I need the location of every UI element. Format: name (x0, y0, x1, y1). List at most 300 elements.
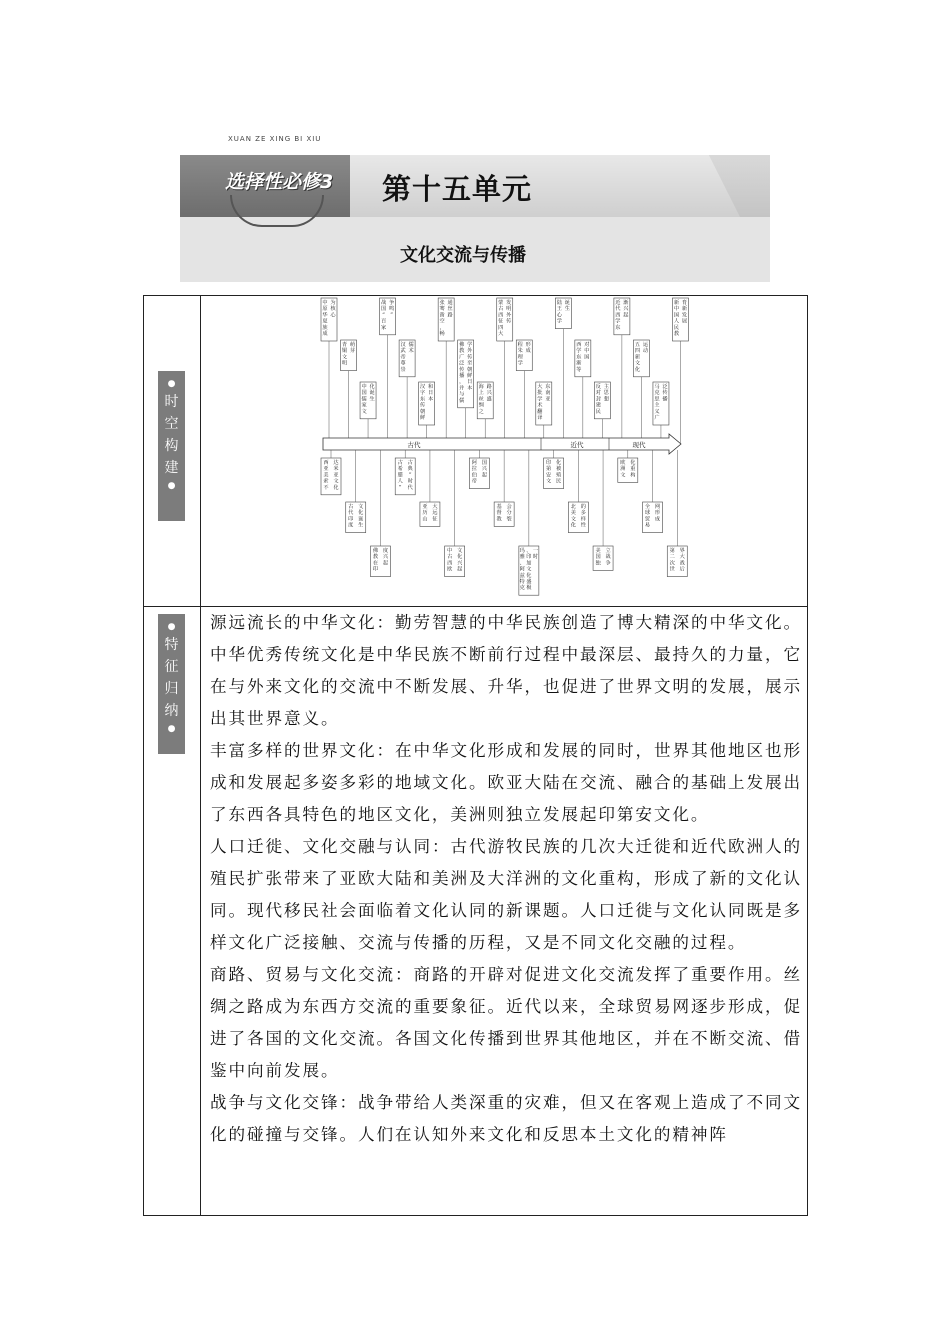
timeline-char: 东 (576, 354, 582, 361)
timeline-char: 克 (519, 585, 525, 592)
timeline-char: 近 (615, 300, 621, 306)
timeline-char: 形 (525, 342, 531, 348)
timeline-char: 化 (358, 510, 364, 517)
timeline-char: 西 (615, 312, 621, 319)
timeline-char: 外 (467, 348, 473, 355)
timeline-char: 对 (584, 342, 590, 348)
timeline-char: 裂 (506, 516, 512, 523)
unit-title: 第十五单元 (382, 172, 533, 206)
timeline-char: 发 (681, 312, 688, 319)
timeline-char: 新 (634, 354, 641, 361)
timeline-char: 主 (603, 384, 609, 390)
timeline-char: 印 (526, 554, 532, 561)
timeline-char: 西 (576, 342, 582, 348)
timeline-char: 国 (361, 390, 367, 397)
timeline-char: 新 (673, 300, 680, 306)
timeline-char: 化 (634, 366, 641, 373)
timeline-char: 阿 (471, 460, 478, 466)
timeline-char: 汉 (400, 342, 406, 348)
timeline-char: 播 (662, 396, 668, 403)
timeline-char: 大 (679, 554, 685, 561)
timeline-char: 华 (322, 312, 328, 319)
timeline-char: “ (382, 312, 385, 319)
timeline-char: 历 (422, 510, 428, 517)
timeline-char: 希 (397, 466, 403, 473)
timeline-char: 之 (478, 408, 484, 415)
timeline-char: 术 (537, 402, 543, 409)
timeline-char: 生 (369, 396, 375, 403)
unit-banner (180, 135, 770, 282)
timeline-char: 典 (407, 466, 413, 473)
timeline-char: 在 (372, 560, 379, 567)
timeline-char: 佛 (372, 548, 379, 554)
timeline-char: 代 (407, 484, 413, 491)
timeline-figure (319, 296, 694, 601)
timeline-char: 外 (506, 312, 512, 319)
series-label: 选择性必修3 (225, 171, 334, 193)
timeline-char: 封 (595, 396, 601, 403)
timeline-char: 亚 (422, 504, 428, 510)
timeline-char: 达 (333, 460, 339, 466)
timeline-char: 、 (526, 548, 532, 554)
timeline-char: 百 (380, 318, 387, 325)
timeline-char: 传 (459, 366, 465, 373)
timeline-char: 广 (459, 354, 465, 361)
timeline-char: 特 (519, 579, 525, 585)
timeline-char: ” (408, 472, 412, 479)
timeline-char: 蒙 (498, 300, 504, 306)
timeline-char: 被 (555, 466, 562, 473)
timeline-char: ” (390, 312, 393, 319)
timeline-char: 想 (603, 396, 609, 403)
timeline-char: 为 (330, 300, 336, 306)
timeline-char: 路 (447, 312, 453, 319)
timeline-char: 性 (580, 522, 586, 529)
timeline-char: 族 (322, 324, 328, 331)
timeline-char: 拉 (471, 466, 478, 473)
timeline-char: 国 (595, 554, 601, 561)
timeline-char: 尊 (400, 360, 406, 367)
timeline-char: 等 (576, 366, 582, 373)
timeline-char: 古 (348, 504, 354, 510)
timeline-char: 腊 (397, 472, 403, 479)
timeline-char: 渐 (576, 360, 582, 367)
timeline-char: 文 (545, 478, 552, 485)
timeline-char: 渐 (623, 300, 629, 306)
paragraph: 战争与文化交锋：战争带给人类深重的灾难，但又在客观上造成了不同文化的碰撞与交锋。人们在认知外来文化和反思本土文化的精神阵 (210, 1093, 802, 1144)
timeline-char: 文 (457, 548, 463, 554)
timeline-char: 亚 (333, 472, 339, 479)
row-label-char: 建 (164, 460, 179, 476)
paragraph: 人口迁徙、文化交融与认同：古代游牧民族的几次大迁徙和近代欧洲人的殖民扩张带来了亚欧大陆和美洲及大洋洲的文化重构，形成了新的文化认同。现代移民社会面临着文化认同的新课题。人口迁徙与文化认同既是多样文化广泛接触、交流与传播的历程，又是不同文化交融的过程。 (210, 837, 802, 952)
timeline-char: 不 (323, 484, 329, 491)
timeline-char: 传 (506, 318, 512, 325)
series-arc-text: XUAN ZE XING BI XIU (228, 135, 322, 143)
timeline-char: 世 (669, 566, 675, 573)
era-label: 古代 (407, 441, 421, 449)
timeline-char: 诞 (369, 390, 375, 397)
timeline-char: 东 (420, 396, 426, 403)
paragraph: 源远流长的中华文化：勤劳智慧的中华民族创造了博大精深的中华文化。中华优秀传统文化是中华民族不断前行过程中最深层、最持久的力量，它在与外来文化的交流中不断发展、升华，也促进了世界文明的发展，展示出其世界意义。 (210, 613, 802, 728)
timeline-char: 第 (669, 548, 675, 554)
timeline-char: 生 (564, 306, 570, 313)
timeline-char: 安 (545, 472, 552, 479)
timeline-char: 心 (330, 312, 336, 319)
feature-summary (210, 607, 802, 1151)
row-label-char: 特 (164, 637, 179, 653)
timeline-char: 本 (428, 396, 434, 403)
timeline-char: 丝 (478, 396, 484, 403)
timeline-char: 学 (576, 348, 582, 355)
timeline-char: 古 (498, 306, 504, 313)
timeline-char: 度 (382, 548, 389, 554)
timeline-char: 广 (654, 415, 660, 421)
timeline-char: 亚 (545, 396, 551, 403)
timeline-char: 生 (358, 522, 364, 529)
timeline-char: 传 (662, 390, 668, 397)
timeline-char: 界 (679, 548, 685, 554)
timeline-char: 学 (467, 342, 473, 348)
timeline-char: 通 (447, 300, 453, 306)
timeline-char: 全 (644, 504, 651, 510)
timeline-char: 畅 (439, 331, 445, 337)
timeline-char: 人 (397, 478, 403, 485)
timeline-char: 兴 (457, 560, 463, 567)
timeline-char: 鲜 (467, 373, 473, 379)
paragraph: 商路、贸易与文化交流：商路的开辟对促进文化交流发挥了重要作用。丝绸之路成为东西方交流的重要象征。近代以来，全球贸易网逐步形成，促进了各国的文化交流。各国文化传播到世界其他地区，并在不断交流、借鉴中向前发展。 (210, 965, 802, 1080)
timeline-char: 教 (673, 331, 680, 337)
bullet-icon: ● (167, 481, 176, 491)
timeline-char: 帝 (400, 354, 406, 361)
timeline-char: 化 (630, 460, 636, 466)
timeline-char: 东 (615, 324, 621, 331)
timeline-char: 时 (532, 554, 539, 561)
timeline-char: 运 (642, 342, 649, 348)
timeline-char: 美 (323, 472, 329, 479)
timeline-char: 古 (407, 460, 413, 466)
timeline-char: 中 (361, 384, 367, 390)
timeline-char: 化 (457, 554, 463, 561)
timeline-char: 动 (642, 348, 649, 355)
timeline-char: 起 (382, 560, 389, 567)
timeline-char: 阿 (519, 566, 525, 573)
timeline-char: 易 (644, 522, 651, 529)
timeline-char: 南 (545, 390, 551, 397)
timeline-char: 家 (361, 402, 367, 409)
timeline-char: 大 (537, 384, 543, 390)
row-label-char: 时 (164, 394, 179, 410)
timeline-char: 朱 (517, 348, 523, 355)
timeline-char: 文 (634, 360, 641, 367)
timeline-char: 伯 (471, 472, 478, 479)
timeline-char: 化 (333, 484, 339, 491)
timeline-char: 帝 (471, 478, 478, 485)
bullet-icon: ● (167, 724, 176, 734)
timeline-char: 大 (498, 331, 504, 337)
row-label-features (158, 614, 185, 754)
timeline-svg (319, 296, 694, 601)
timeline-char: 兹 (519, 572, 525, 579)
timeline-char: 王 (556, 306, 562, 313)
timeline-char: 传 (467, 354, 473, 361)
timeline-char: 义 (654, 408, 660, 415)
timeline-char: 会 (506, 504, 512, 510)
timeline-char: 空 (439, 318, 445, 325)
timeline-char: 播 (459, 373, 465, 379)
timeline-char: 泛 (662, 384, 668, 390)
timeline-char: 兴 (382, 554, 389, 561)
timeline-char: 日 (467, 379, 473, 386)
timeline-char: ， (459, 379, 465, 386)
timeline-char: 欧 (447, 566, 453, 573)
timeline-char: 文 (333, 478, 339, 485)
timeline-char: 文 (358, 504, 364, 510)
timeline-char: 展 (681, 318, 688, 325)
column-divider (200, 296, 201, 1215)
era-label: 近代 (570, 441, 584, 449)
timeline-char: 基 (496, 504, 502, 510)
timeline-char: 民 (673, 324, 680, 331)
timeline-char: 儒 (408, 342, 414, 348)
timeline-char: 诞 (564, 300, 570, 306)
timeline-char: 二 (669, 554, 675, 561)
timeline-char: 鸣 (388, 306, 395, 313)
unit-table (143, 295, 808, 1216)
timeline-char: 分 (506, 510, 512, 517)
timeline-char: 代 (615, 306, 621, 313)
timeline-char: 教 (372, 554, 379, 561)
timeline-char: 崇 (400, 366, 406, 373)
timeline-char: 索 (323, 478, 329, 485)
timeline-char: 朝 (467, 366, 473, 373)
timeline-char: 文 (361, 408, 367, 415)
timeline-char: 构 (630, 472, 636, 479)
timeline-char: 国 (481, 460, 488, 466)
timeline-char: 思 (603, 390, 609, 397)
timeline-char: 丝 (447, 306, 453, 313)
timeline-char: 铜 (341, 348, 348, 355)
timeline-char: 古 (397, 460, 403, 466)
timeline-char: 第 (545, 466, 552, 473)
timeline-char: 次 (669, 560, 675, 567)
timeline-char: 印 (348, 516, 354, 523)
timeline-char: 古 (447, 554, 453, 561)
timeline-char: 上 (478, 390, 484, 397)
timeline-char: 马 (654, 384, 660, 390)
row-label-char: 归 (164, 681, 179, 697)
timeline-char: 武 (400, 348, 406, 355)
timeline-char: 育 (681, 300, 688, 306)
timeline-char: 鲜 (420, 415, 426, 421)
timeline-char: 时 (407, 478, 413, 485)
timeline-char: 翻 (537, 408, 543, 415)
timeline-char: 建 (595, 402, 601, 409)
timeline-char: 的 (580, 504, 586, 510)
timeline-char: 征 (432, 516, 438, 523)
timeline-char: 极 (526, 585, 532, 592)
timeline-char: 北 (570, 504, 576, 510)
timeline-char: 网 (654, 504, 661, 510)
timeline-char: 汉 (420, 384, 426, 390)
timeline-char: 日 (428, 390, 434, 397)
timeline-char: 陆 (556, 300, 562, 306)
timeline-char: 贸 (644, 516, 651, 523)
timeline-char: 西 (447, 560, 453, 567)
timeline-char: 主 (654, 402, 660, 409)
timeline-char: 化 (369, 384, 375, 390)
timeline-char: 代 (348, 510, 354, 517)
timeline-char: 心 (556, 312, 562, 319)
timeline-char: 争 (605, 560, 611, 567)
timeline-char: 多 (580, 510, 586, 517)
timeline-char: 化 (526, 572, 532, 579)
timeline-char: 教 (459, 348, 465, 355)
timeline-char: 明 (341, 360, 348, 367)
timeline-char: 中 (673, 306, 680, 313)
timeline-char: 形 (654, 510, 661, 517)
timeline-char: 泛 (459, 360, 465, 367)
timeline-char: 夏 (322, 318, 328, 325)
timeline-char: 并 (459, 385, 465, 392)
timeline-char: 成 (525, 348, 531, 355)
timeline-char: 欧 (620, 460, 626, 466)
timeline-char: 译 (537, 415, 543, 421)
timeline-char: 与 (459, 391, 465, 398)
timeline-char: 东 (545, 384, 551, 390)
timeline-char: 民 (555, 478, 562, 485)
timeline-char: 明 (506, 306, 512, 313)
timeline-char: 本 (467, 385, 473, 392)
timeline-char: 诞 (358, 516, 364, 523)
timeline-char: 国 (673, 312, 680, 319)
timeline-char: 学 (615, 318, 621, 325)
timeline-char: 一 (532, 548, 539, 554)
era-label: 现代 (632, 441, 646, 449)
row-label-char: 征 (164, 659, 179, 675)
timeline-char: 样 (580, 516, 586, 523)
timeline-char: 发 (506, 300, 512, 306)
row-label-char: 构 (164, 438, 179, 454)
timeline-char: 四 (634, 348, 641, 355)
timeline-char: 五 (634, 342, 641, 348)
timeline-char: 路 (486, 384, 492, 390)
unit-subtitle: 文化交流与传播 (400, 245, 526, 266)
timeline-char: 雅 (519, 554, 525, 561)
timeline-char: 中 (447, 548, 453, 554)
timeline-char: 文 (620, 472, 626, 479)
timeline-char: 克 (654, 390, 660, 397)
timeline-char: 和 (428, 384, 434, 390)
timeline-char: 起 (457, 566, 463, 573)
timeline-char: 青 (341, 342, 348, 348)
timeline-char: 教 (496, 516, 502, 523)
timeline-char: 征 (498, 318, 504, 325)
bullet-icon: ● (167, 379, 176, 389)
timeline-char: 思 (654, 396, 660, 403)
timeline-char: 骞 (439, 306, 445, 313)
timeline-char: 印 (545, 460, 552, 466)
row-label-char: 纳 (164, 703, 179, 719)
timeline-char: 人 (673, 318, 680, 325)
timeline-char: 对 (595, 390, 601, 397)
timeline-char: 张 (439, 300, 445, 306)
row-label-timespace (158, 371, 185, 521)
timeline-char: 督 (496, 510, 502, 517)
timeline-char: 印 (372, 566, 379, 573)
timeline-char: 兴 (481, 466, 488, 473)
timeline-char: 反 (595, 384, 601, 390)
timeline-char: 球 (644, 510, 651, 517)
timeline-char: 争 (388, 300, 395, 306)
timeline-char: 成 (654, 516, 661, 523)
timeline-char: 学 (517, 360, 523, 367)
timeline-char: 学 (556, 318, 562, 325)
timeline-char: 玛 (519, 548, 525, 554)
timeline-char: 成 (322, 331, 328, 337)
timeline-char: 、 (519, 560, 525, 567)
bullet-icon: ● (167, 622, 176, 632)
timeline-char: 文 (341, 354, 348, 361)
timeline-char: 后 (679, 566, 685, 573)
timeline-char: 兴 (623, 306, 629, 313)
timeline-char: 术 (408, 348, 414, 355)
timeline-char: 山 (422, 516, 428, 523)
timeline-char: 佛 (459, 342, 465, 348)
timeline-char: 民 (595, 408, 601, 415)
paragraph: 丰富多样的世界文化：在中华文化形成和发展的同时，世界其他地区也形成和发展起多姿多彩的地域文化。欧亚大陆在交流、融合的基础上发展出了东西各具特色的地区文化，美洲则独立发展起印第安文化。 (210, 741, 802, 824)
timeline-char: 战 (380, 300, 387, 306)
timeline-char: 亚 (323, 466, 329, 473)
timeline-char: 字 (420, 390, 426, 397)
timeline-char: 西 (498, 312, 504, 319)
timeline-char: “ (398, 484, 402, 491)
timeline-char: 新 (681, 306, 688, 313)
timeline-char: 殖 (555, 472, 562, 479)
row-label-char: 空 (164, 416, 179, 432)
timeline-char: ， (439, 324, 445, 331)
timeline-char: 海 (478, 384, 484, 390)
timeline-char: 儒 (459, 397, 465, 404)
timeline-char: 兴 (486, 390, 492, 397)
timeline-char: 凿 (439, 312, 445, 319)
timeline-char: 米 (333, 466, 339, 473)
timeline-char: 远 (432, 510, 438, 517)
timeline-char: 至 (467, 360, 473, 367)
timeline-char: 批 (537, 390, 543, 397)
timeline-char: 大 (432, 504, 438, 510)
timeline-char: 学 (537, 396, 543, 403)
timeline-char: 起 (623, 312, 629, 319)
timeline-char: 度 (348, 522, 354, 529)
timeline-char: 美 (595, 548, 601, 554)
timeline-char: 盛 (526, 579, 532, 585)
timeline-char: 美 (570, 510, 576, 517)
timeline-char: 中 (322, 300, 328, 306)
timeline-char: 传 (420, 402, 426, 409)
timeline-char: 洲 (620, 466, 626, 473)
timeline-char: 中 (584, 348, 590, 355)
timeline-char: 国 (584, 354, 590, 361)
timeline-char: 家 (380, 324, 387, 331)
timeline-char: 程 (517, 342, 523, 348)
timeline-char: 原 (322, 306, 328, 313)
timeline-char: 儒 (361, 396, 367, 403)
timeline-char: 独 (595, 560, 601, 567)
timeline-char: 绸 (478, 402, 484, 409)
timeline-char: 四 (498, 324, 504, 331)
timeline-char: 芽 (349, 348, 356, 355)
timeline-char: 盛 (486, 396, 492, 403)
